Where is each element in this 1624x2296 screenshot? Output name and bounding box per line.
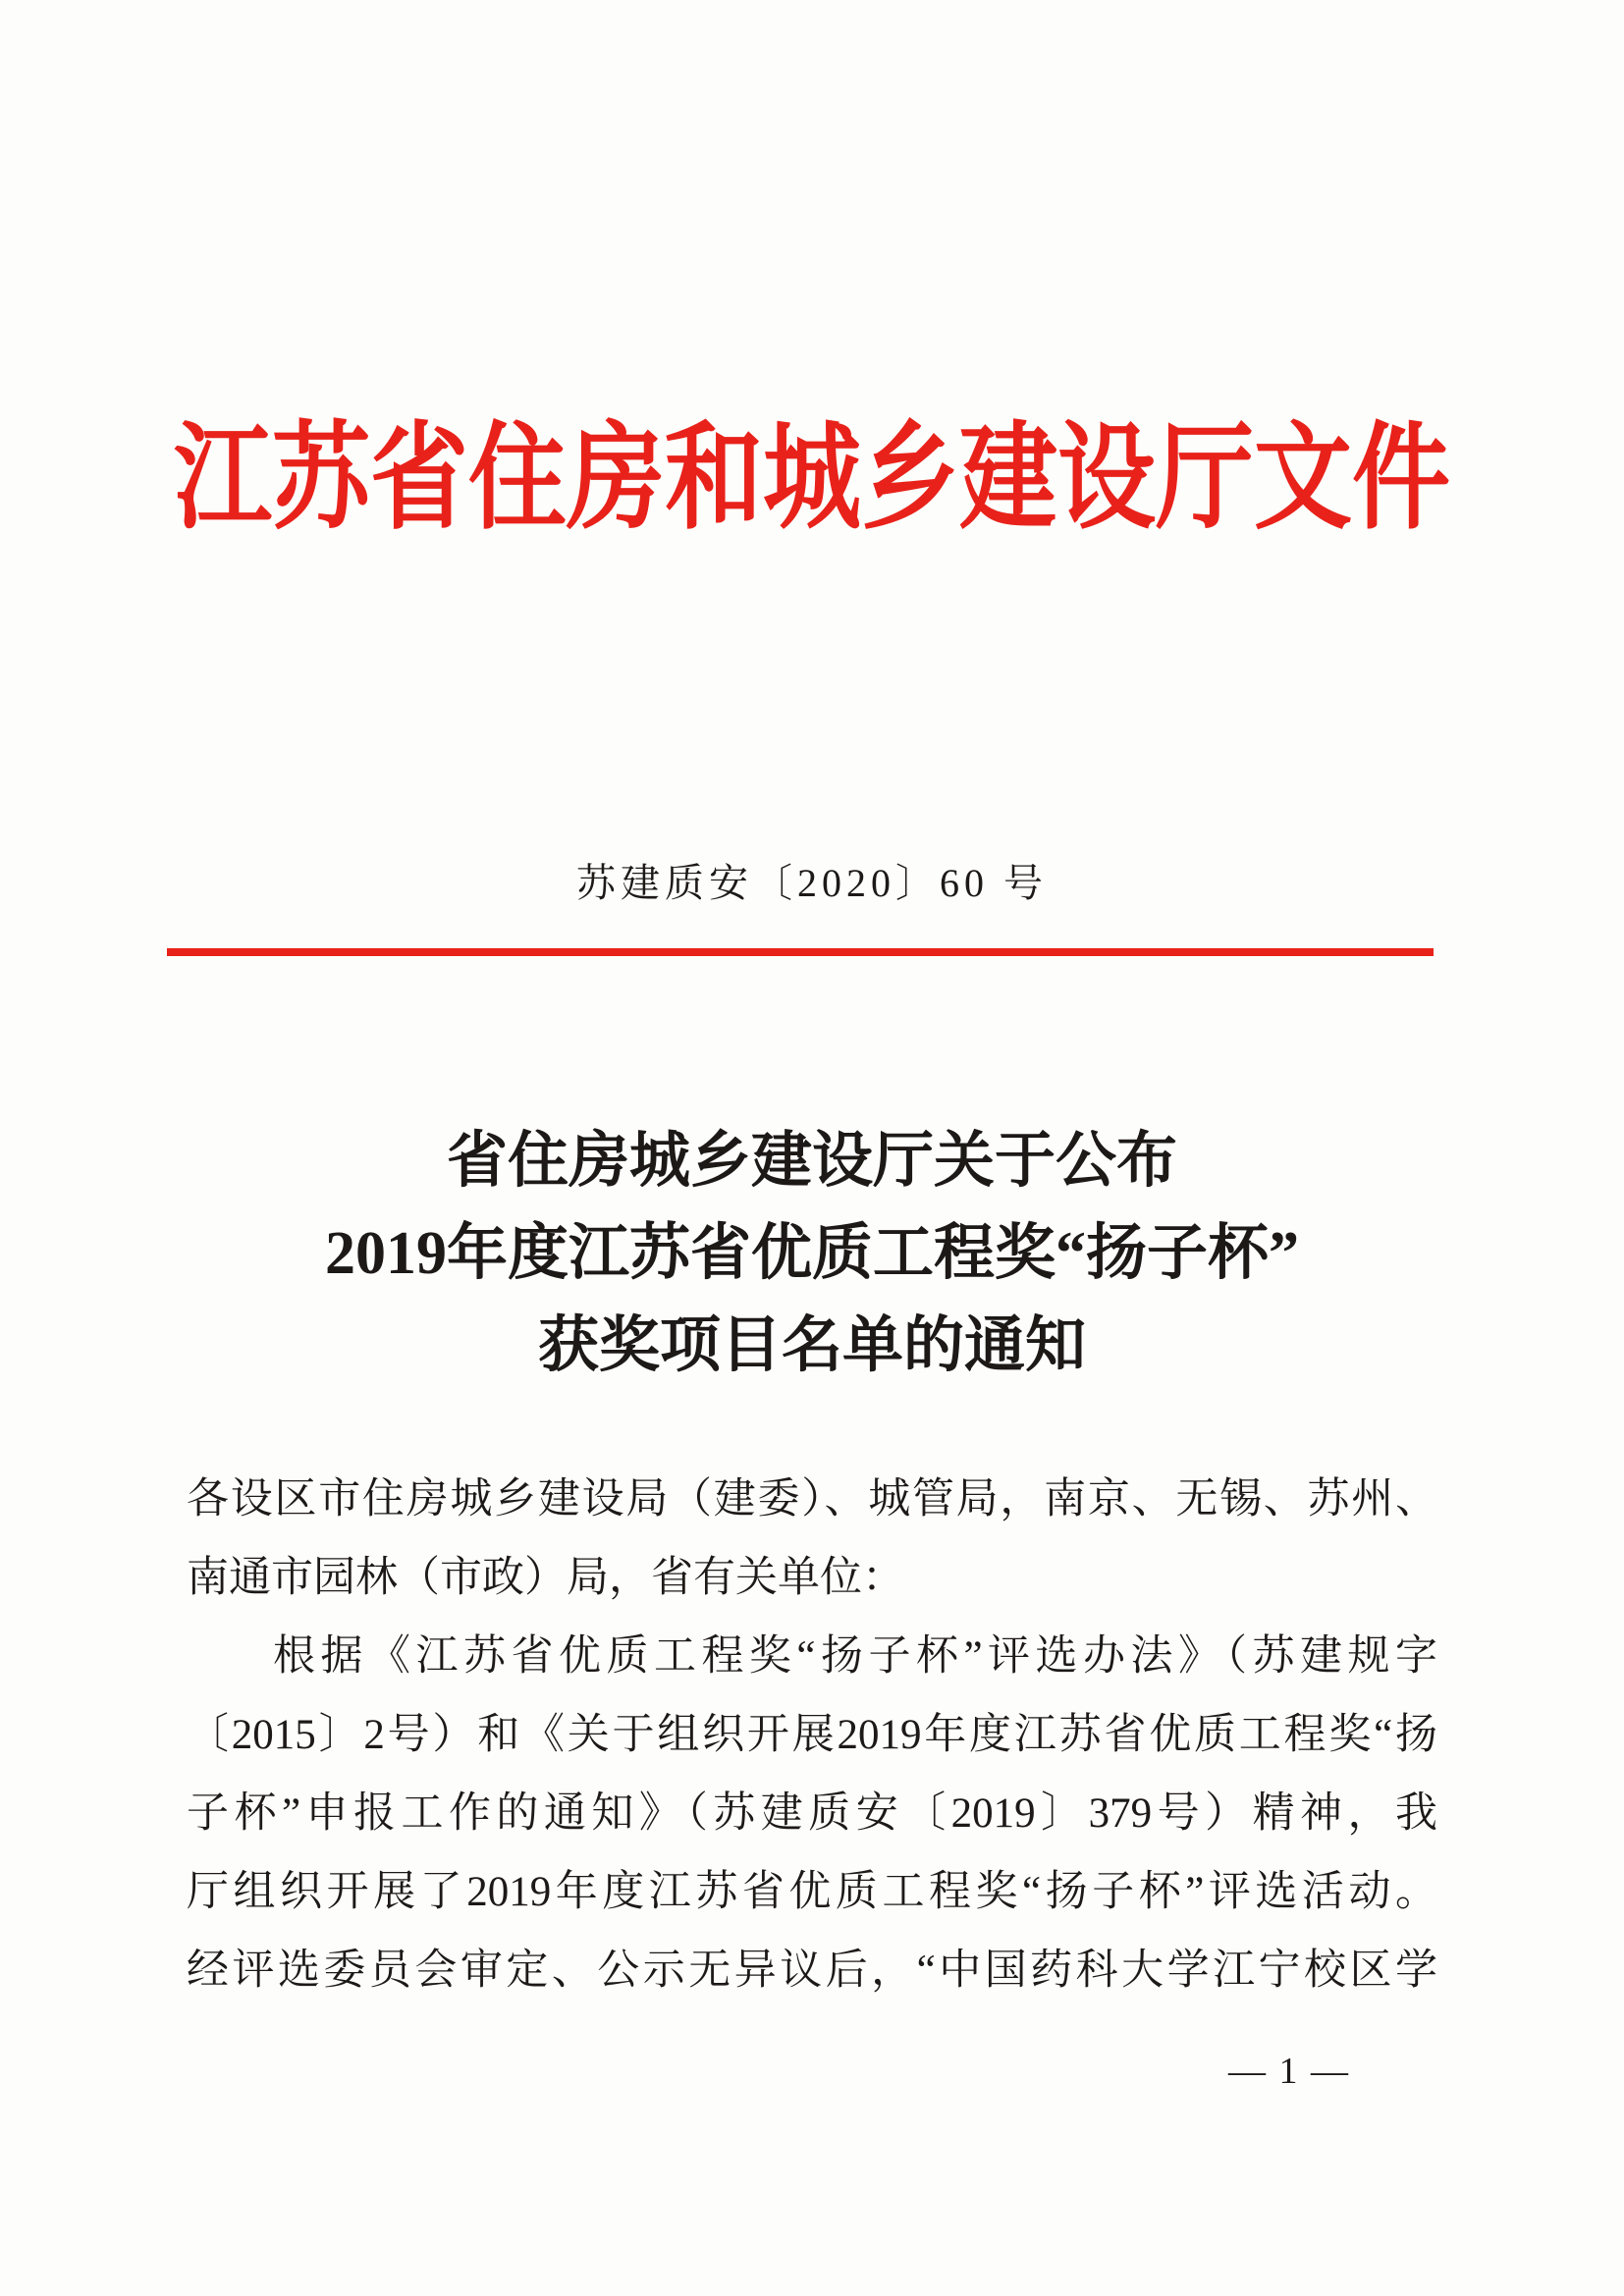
- page-number: — 1 —: [1228, 2051, 1350, 2092]
- body-line-salutation-1: 各设区市住房城乡建设局（建委）、城管局，南京、无锡、苏州、: [187, 1476, 1437, 1522]
- body-line-paragraph: 子杯”申报工作的通知》（苏建质安〔2019〕379号）精神，我: [187, 1790, 1437, 1837]
- document-title-line-3: 获奖项目名单的通知: [537, 1312, 1086, 1379]
- document-body: [187, 1461, 1437, 2010]
- document-title: [0, 1115, 1624, 1392]
- body-line-paragraph: 根据《江苏省优质工程奖“扬子杯”评选办法》（苏建规字: [273, 1633, 1437, 1680]
- body-line-paragraph: 〔2015〕2号）和《关于组织开展2019年度江苏省优质工程奖“扬: [187, 1712, 1437, 1758]
- letterhead-title: 江苏省住房和城乡建设厅文件: [174, 414, 1450, 544]
- body-line-paragraph: 经评选委员会审定、公示无异议后，“中国药科大学江宁校区学: [187, 1948, 1437, 1994]
- document-title-line-1: 省住房城乡建设厅关于公布: [446, 1128, 1177, 1195]
- red-divider-line: [167, 948, 1434, 956]
- body-line-paragraph: 厅组织开展了2019年度江苏省优质工程奖“扬子杯”评选活动。: [187, 1869, 1437, 1915]
- document-number: 苏建质安〔2020〕60 号: [576, 861, 1048, 905]
- document-title-line-2: 2019年度江苏省优质工程奖“扬子杯”: [324, 1220, 1299, 1287]
- body-line-salutation-2: 南通市园林（市政）局，省有关单位：: [187, 1555, 904, 1601]
